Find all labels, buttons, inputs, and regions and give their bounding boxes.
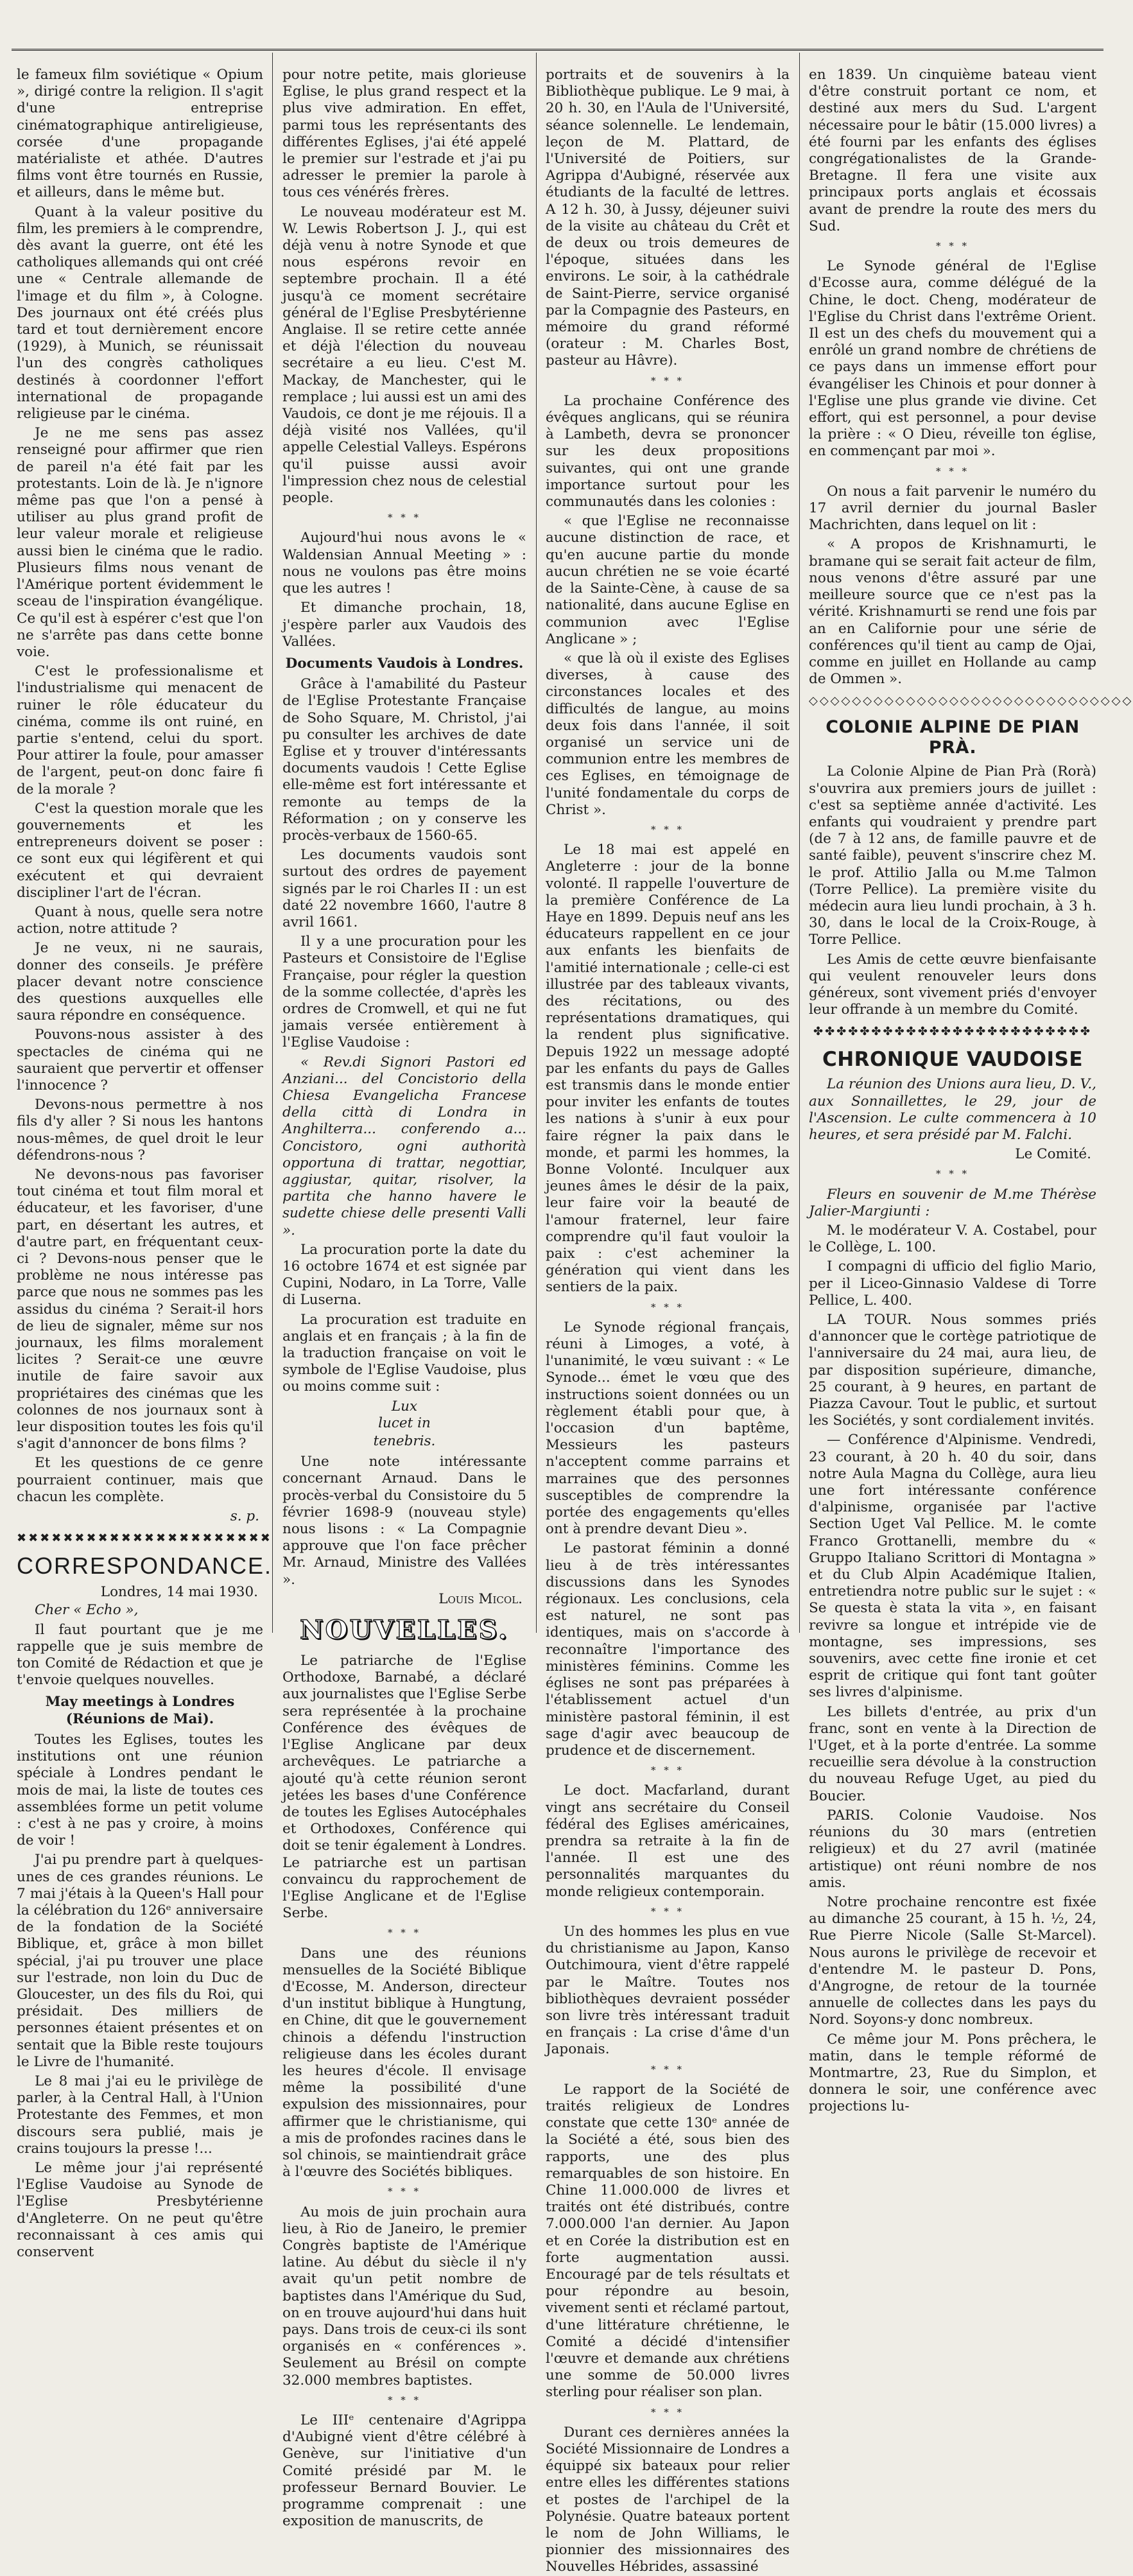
article-paragraph: Il faut pourtant que je me rappelle que je suis membre de ton Comité de Rédaction et que je t'envoie quelques nouvelles.: [17, 1621, 263, 1689]
article-paragraph: en 1839. Un cinquième bateau vient d'être construit portant ce nom, et destiné aux mers du Sud. L'argent nécessaire pour le bâtir (15.000 livres) a été fourni par les enfants des églises congrégationalistes de la Grande-Bretagne. Il fera une visite aux principaux ports anglais et écossais avant de prendre la route des mers du Sud.: [809, 67, 1096, 234]
separator-stars: * * *: [650, 374, 685, 387]
article-paragraph: Le 18 mai est appelé en Angleterre : jour de la bonne volonté. Il rappelle l'ouverture de la première Conférence de La Haye en 1899. Depuis neuf ans les éducateurs rappellent en ce jour aux enfants les bienfaits de l'amitié internationale ; celle-ci est illustrée par des tableaux vivants, des récitations, ou des représentations dramatiques, qui la rendent plus significative. Depuis 1922 un message adopté par les enfants du pays de Galles est transmis dans le monde entier pour inviter les enfants de toutes les nations à s'unir à eux pour faire régner la paix dans le monde, et parmi les hommes, la Bonne Volonté. Inculquer aux jeunes âmes le désir de la paix, leur faire voir la beauté de l'amour fraternel, leur faire comprendre qu'il faut vouloir la paix : c'est acheminer la génération qui vient dans les sentiers de la paix.: [546, 842, 790, 1296]
letter-date: Londres, 14 mai 1930.: [100, 1584, 258, 1601]
article-paragraph: Le 8 mai j'ai eu le privilège de parler, à la Central Hall, à l'Union Protestante des Femmes, et mon discours sera publié, mais je crains toujours la presse !...: [17, 2073, 263, 2157]
signature: Louis Micol.: [438, 1590, 523, 1607]
article-paragraph: Les billets d'entrée, au prix d'un franc, sont en vente à la Direction de l'Uget, et à la porte d'entrée. La somme recueillie sera dévolue à la construction du nouveau Refuge Uget, au pied du Boucier.: [809, 1703, 1096, 1804]
column-1: [17, 67, 273, 2260]
column-rule: [799, 53, 800, 1633]
signature: s. p.: [230, 1508, 259, 1525]
article-paragraph: J'ai pu prendre part à quelques-unes de ces grandes réunions. Le 7 mai j'étais à la Queen's Hall pour la célébration du 126ᵉ anniversaire de la fondation de la Société Biblique, et, grâce à mon billet spécial, j'ai pu trouver une place sur l'estrade, non loin du Duc de Gloucester, un des fils du Roi, qui présidait. Des milliers de personnes étaient présentes et on sentait que la Bible reste toujours le Livre de l'humanité.: [17, 1852, 263, 2070]
article-paragraph: Aujourd'hui nous avons le « Waldensian Annual Meeting » : nous ne voulons pas être moins que les autres !: [282, 530, 526, 597]
separator-stars: * * *: [935, 465, 970, 477]
column-2: [282, 67, 526, 2530]
subheading: Documents Vaudois à Londres.: [285, 655, 524, 672]
article-paragraph: Ce même jour M. Pons prêchera, le matin, dans le temple réformé de Montmartre, 23, Rue du Simplon, et donnera le soir, une conférence avec projections lu-: [809, 2031, 1096, 2115]
article-paragraph: Devons-nous permettre à nos fils d'y aller ? Si nous les hantons nous-mêmes, de quel droit le leur défendrons-nous ?: [17, 1097, 263, 1163]
motto-line: Lux: [391, 1398, 418, 1414]
article-paragraph: « que là où il existe des Eglises diverses, à cause des circonstances locales et des difficultés de langue, au moins deux fois dans l'année, il soit organisé un service uni de communion entre les membres de ces Eglises, en témoignage de l'unité fondamentale du corps de Christ ».: [546, 650, 790, 818]
article-paragraph: Le patriarche de l'Eglise Orthodoxe, Barnabé, a déclaré aux journalistes que l'Eglise Serbe sera représentée à la prochaine Conférence des évêques de l'Eglise Anglicane par deux archevêques. Le patriarche a ajouté qu'à cette réunion seront jetées les bases d'une Conférence de toutes les Eglises Autocéphales et Orthodoxes, Conférence qui doit se tenir également à Londres. Le patriarche est un partisan convaincu du rapprochement de l'Eglise Anglicane et de l'Eglise Serbe.: [282, 1653, 526, 1922]
motto-line: lucet in: [378, 1414, 431, 1431]
article-paragraph: Pouvons-nous assister à des spectacles de cinéma qui ne sauraient que pervertir et offenser l'innocence ?: [17, 1027, 263, 1093]
article-paragraph: portraits et de souvenirs à la Bibliothèque publique. Le 9 mai, à 20 h. 30, en l'Aula de l'Université, séance solennelle. Le lendemain, leçon de M. Plattard, de l'Université de Poitiers, sur Agrippa d'Aubigné, réservée aux étudiants de la faculté de lettres. A 12 h. 30, à Jussy, déjeuner suivi de la visite au château du Crêt et de deux ou trois demeures de l'époque, situées dans les environs. Le soir, à la cathédrale de Saint-Pierre, service organisé par la Compagnie des Pasteurs, en mémoire du grand réformé (orateur : M. Charles Bost, pasteur au Hâvre).: [546, 67, 790, 369]
separator-stars: * * *: [387, 2394, 422, 2406]
separator-stars: * * *: [650, 1301, 685, 1313]
article-paragraph: Grâce à l'amabilité du Pasteur de l'Eglise Protestante Française de Soho Square, M. Christol, j'ai pu consulter les archives de date Eglise et y trouver d'intéressants documents vaudois ! Cette Eglise elle-même est fort intéressante et remonte au temps de la Réformation ; on y conserve les procès-verbaux de 1560-65.: [282, 676, 526, 844]
signature: Le Comité.: [1015, 1146, 1091, 1163]
article-paragraph: Un des hommes les plus en vue du christianisme au Japon, Kanso Outchimoura, vient d'être rappelé par le Maître. Toutes nos bibliothèques devraient posséder son livre très intéressant traduit en français : La crise d'âme d'un Japonais.: [546, 1923, 790, 2058]
article-paragraph: Durant ces dernières années la Société Missionnaire de Londres a équippé six bateaux pour relier entre elles les différentes stations et postes de l'archipel de la Polynésie. Quatre bateaux portent le nom de John Williams, le pionnier des missionnaires des Nouvelles Hébrides, assassiné: [546, 2424, 790, 2575]
subheading: May meetings à Londres: [45, 1694, 235, 1710]
article-paragraph: Les documents vaudois sont surtout des ordres de payement signés par le roi Charles II : un est daté 22 novembre 1660, l'autre 8 avril 1661.: [282, 847, 526, 930]
article-paragraph: Fleurs en souvenir de M.me Thérèse Jalier-Margiunti :: [809, 1186, 1096, 1219]
article-paragraph: Le rapport de la Société de traités religieux de Londres constate que cette 130ᵉ année de la Société a été, sous bien des rapports, une des plus remarquables de son histoire. En Chine 11.000.000 de livres et traités ont été distribués, contre 7.000.000 l'an dernier. Au Japon et en Corée la distribution est en forte augmentation aussi. Encouragé par de tels résultats et pour répondre au besoin, vivement senti et réclamé partout, d'une littérature chrétienne, le Comité a décidé d'intensifier l'œuvre et demande aux chrétiens une somme de 50.000 livres sterling pour réaliser son plan.: [546, 2081, 790, 2401]
article-paragraph: « que l'Eglise ne reconnaisse aucune distinction de race, et qu'en aucune partie du monde aucun chrétien ne se voie écarté de la Sainte-Cène, à cause de sa nationalité, dans aucune Eglise en communion avec l'Eglise Anglicane » ;: [546, 513, 790, 647]
subheading: (Réunions de Mai).: [65, 1710, 214, 1727]
article-paragraph: pour notre petite, mais glorieuse Eglise, le plus grand respect et la plus vive admiration. En effet, parmi tous les représentants des différentes Eglises, j'ai été appelé le premier sur l'estrade et j'ai pu adresser le premier la parole à tous ces vénérés frères.: [282, 67, 526, 201]
article-paragraph: Notre prochaine rencontre est fixée au dimanche 25 courant, à 15 h. ½, 24, Rue Pierre Nicole (Salle St-Marcel). Nous aurons le privilège de recevoir et d'entendre M. le pasteur D. Pons, d'Angrogne, de retour de la tournée annuelle de collectes dans les pays du Nord. Soyons-y donc nombreux.: [809, 1893, 1096, 2028]
article-paragraph: Le pastorat féminin a donné lieu à de très intéressantes discussions dans les Synodes régionaux. Les conclusions, cela est naturel, ne sont pas identiques, mais on s'accorde à reconnaître l'importance des ministères féminins. Comme les églises ne sont pas préparées à l'établissement actuel d'un ministère pastoral féminin, il est sage d'agir avec beaucoup de prudence et de discernement.: [546, 1540, 790, 1759]
article-paragraph: Et les questions de ce genre pourraient continuer, mais que chacun les complète.: [17, 1455, 263, 1505]
article-paragraph: La Colonie Alpine de Pian Prà (Rorà) s'ouvrira aux premiers jours de juillet : c'est sa septième année d'activité. Les enfants qui voudraient y prendre part (de 7 à 12 ans, de famille pauvre et de santé faible), peuvent s'inscrire chez M. le prof. Attilio Jalla ou M.me Talmon (Torre Pellice). La première visite du médecin aura lieu lundi prochain, à 3 h. 30, dans le local de la Croix-Rouge, à Torre Pellice.: [809, 763, 1096, 948]
column-4: [809, 67, 1133, 2115]
article-paragraph: — Conférence d'Alpinisme. Vendredi, 23 courant, à 20 h. 40 du soir, dans notre Aula Magna du Collège, aura lieu une fort intéressante conférence d'alpinisme, organisée par l'active Section Uget Val Pellice. M. le comte Franco Grottanelli, membre du « Gruppo Italiano Scrittori di Montagna » et du Club Alpin Académique Italien, entretiendra notre public sur le sujet : « Se questa è stata la vita », en faisant revivre sa longue et intrépide vie de montagne, ses impressions, ses souvenirs, avec cette fine ironie et cet esprit de critique qui font tant goûter ses livres d'alpinisme.: [809, 1432, 1096, 1701]
article-paragraph: LA TOUR. Nous sommes priés d'annoncer que le cortège patriotique de l'anniversaire du 24 mai, aura lieu, de par disposition supérieure, dimanche, 25 courant, à 9 heures, en partant de Piazza Cavour. Tout le public, et surtout les Sociétés, y sont cordialement invités.: [809, 1312, 1096, 1429]
separator-stars: * * *: [935, 240, 970, 252]
motto-line: tenebris.: [373, 1433, 436, 1450]
article-paragraph: Je ne veux, ni ne saurais, donner des conseils. Je préfère placer devant notre conscience des questions auxquelles elle saura répondre en conséquence.: [17, 940, 263, 1024]
article-paragraph: Une note intéressante concernant Arnaud. Dans le procès-verbal du Consistoire du 5 février 1698-9 (nouveau style) nous lisons : « La Compagnie approuve que l'on face prêcher Mr. Arnaud, Ministre des Vallées ».: [282, 1454, 526, 1588]
article-paragraph: Le doct. Macfarland, durant vingt ans secrétaire du Conseil fédéral des Eglises américaines, prendra sa retraite à la fin de l'année. Il est une des personnalités marquantes du monde religieux contemporain.: [546, 1782, 790, 1900]
article-paragraph: Le IIIᵉ centenaire d'Agrippa d'Aubigné vient d'être célébré à Genève, sur l'initiative d'un Comité présidé par M. le professeur Bernard Bouvier. Le programme comprenait : une exposition de manuscrits, de: [282, 2412, 526, 2530]
column-3: [546, 67, 790, 2575]
section-title-colonie-alpine: COLONIE ALPINE DE PIAN PRÀ.: [826, 717, 1080, 758]
article-paragraph: Le nouveau modérateur est M. W. Lewis Robertson J. J., qui est déjà venu à notre Synode et que nous espérons revoir en septembre prochain. Il a été jusqu'à ce moment secrétaire général de l'Eglise Presbytérienne Anglaise. Il se retire cette année et déjà l'élection du nouveau secrétaire a eu lieu. C'est M. Mackay, de Manchester, qui le remplace ; lui aussi est un ami des Vaudois, ce dont je me réjouis. Il a déjà visité nos Vallées, qu'il appelle Celestial Valleys. Espérons qu'il puisse aussi avoir l'impression chez nous de celestial people.: [282, 204, 526, 507]
article-paragraph: Les Amis de cette œuvre bienfaisante qui veulent renouveler leurs dons généreux, sont vivement priés d'envoyer leur offrande à un membre du Comité.: [809, 951, 1096, 1018]
separator-stars: * * *: [935, 1168, 970, 1180]
article-paragraph: C'est la question morale que les gouvernements et les entrepreneurs doivent se poser : ce sont eux qui légifèrent et qui exécutent et qui devraient discipliner l'art de l'écran.: [17, 800, 263, 901]
separator-stars: * * *: [387, 1927, 422, 1939]
article-paragraph: « A propos de Krishnamurti, le bramane qui se serait fait acteur de film, nous venons d'être assuré par une meilleure source que ce n'est pas la vérité. Krishnamurti se rend une fois par an en Californie pour une série de conférences qu'il tient au camp de Ojai, comme en juillet en Hollande au camp de Ommen ».: [809, 536, 1096, 688]
ornament-divider: ◇◇◇◇◇◇◇◇◇◇◇◇◇◇◇◇◇◇◇◇◇◇◇◇◇◇◇◇◇◇: [809, 694, 1133, 708]
article-paragraph: Le même jour j'ai représenté l'Eglise Vaudoise au Synode de l'Eglise Presbytérienne d'Angleterre. On ne peut qu'être reconnaissant à ces amis qui conservent: [17, 2159, 263, 2260]
article-paragraph: Ne devons-nous pas favoriser tout cinéma et tout film moral et éducateur, et les favoriser, d'une part, en désertant les autres, et d'autre part, en fréquentant ceux-ci ? Devons-nous penser que le problème ne nous intéresse pas parce que nous ne sommes pas les assidus du cinéma ? Serait-il hors de lieu de signaler, même sur nos journaux, les films moralement licites ? Serait-ce une œuvre inutile de faire savoir aux propriétaires des cinémas que les colonnes de nos journaux sont à leur disposition toutes les fois qu'il s'agit d'annoncer de bons films ?: [17, 1167, 263, 1452]
section-title-nouvelles: NOUVELLES.: [300, 1615, 509, 1646]
article-paragraph: C'est le professionalisme et l'industrialisme qui menacent de ruiner le rôle éducateur du cinéma, comme ils ont ruiné, en partie s'entend, celui du sport. Pour attirer la foule, pour amasser de l'argent, peut-on donc faire fi de la morale ?: [17, 663, 263, 797]
article-paragraph: Je ne me sens pas assez renseigné pour affirmer que rien de pareil n'a été fait par les protestants. Loin de là. Je n'ignore même pas que l'on a pensé à utiliser au plus grand profit de leur valeur morale et religieuse aussi bien le cinéma que le radio. Plusieurs films nous venant de l'Amérique portent évidemment le sceau de l'inspiration évangélique. Ce qu'il est à espérer c'est que l'on ne s'arrête pas dans cette bonne voie.: [17, 425, 263, 660]
article-paragraph: Quant à nous, quelle sera notre action, notre attitude ?: [17, 903, 263, 937]
column-rule: [536, 53, 537, 1633]
article-paragraph: On nous a fait parvenir le numéro du 17 avril dernier du journal Basler Machrichten, dans lequel on lit :: [809, 483, 1096, 534]
article-paragraph: Le Synode régional français, réuni à Limoges, a voté, à l'unanimité, le vœu suivant : « Le Synode... émet le vœu que des instructions soient données ou un règlement établi pour que, à l'occasion d'un baptême, Messieurs les pasteurs n'acceptent comme parrains et marraines que des personnes susceptibles de comprendre la portée des engagements qu'elles ont à prendre devant Dieu ».: [546, 1319, 790, 1538]
article-paragraph: PARIS. Colonie Vaudoise. Nos réunions du 30 mars (entretien religieux) et du 27 avril (matinée artistique) ont réuni nombre de nos amis.: [809, 1807, 1096, 1891]
separator-stars: * * *: [650, 2406, 685, 2418]
article-paragraph: I compagni di ufficio del figlio Mario, per il Liceo-Ginnasio Valdese di Torre Pellice, L. 400.: [809, 1258, 1096, 1309]
article-paragraph: Quant à la valeur positive du film, les premiers à le comprendre, dès avant la guerre, ont été les catholiques allemands qui ont créé une « Centrale allemande de l'image et du film », à Cologne. Des journaux ont été créés plus tard et tout dernièrement encore (1929), à Munich, se réunissait l'un des congrès catholiques destinés à coordonner l'effort international de propagande religieuse par le cinéma.: [17, 204, 263, 422]
article-paragraph: M. le modérateur V. A. Costabel, pour le Collège, L. 100.: [809, 1222, 1096, 1256]
section-title-chronique-vaudoise: CHRONIQUE VAUDOISE: [822, 1048, 1084, 1072]
separator-stars: * * *: [650, 1764, 685, 1777]
latin-quote: « Rev.di Signori Pastori ed Anziani... del Concistorio della Chiesa Evangelicha Francese della città di Londra in Anghilterra... conferendo a... Concistoro, ogni authorità opportuna di trattar, negottiar, aggiustar, quitar, risolver, la partita che hanno havere le sudette chiese delle presenti Valli ».: [282, 1054, 526, 1239]
article-paragraph: Il y a une procuration pour les Pasteurs et Consistoire de l'Eglise Française, pour régler la question de la somme collectée, d'après les ordres de Cromwell, et qui ne fut jamais versée entièrement à l'Eglise Vaudoise :: [282, 934, 526, 1051]
separator-stars: * * *: [650, 2063, 685, 2075]
article-paragraph: La prochaine Conférence des évêques anglicans, qui se réunira à Lambeth, devra se prononcer sur les deux propositions suivantes, qui ont une grande importance surtout pour les communautés dans les colonies :: [546, 392, 790, 510]
article-paragraph: La procuration est traduite en anglais et en français ; à la fin de la traduction française on voit le symbole de l'Eglise Vaudoise, plus ou moins comme suit :: [282, 1311, 526, 1395]
top-rule: [12, 49, 1103, 51]
article-paragraph: Toutes les Eglises, toutes les institutions ont une réunion spéciale à Londres pendant le mois de mai, la liste de toutes ces assemblées forme un petit volume : c'est à ne pas y croire, à moins de voir !: [17, 1731, 263, 1849]
separator-stars: * * *: [387, 2186, 422, 2198]
article-paragraph: Et dimanche prochain, 18, j'espère parler aux Vaudois des Vallées.: [282, 600, 526, 650]
article-paragraph: Dans une des réunions mensuelles de la Société Biblique d'Ecosse, M. Anderson, directeur d'un institut biblique à Hungtung, en Chine, dit que le gouvernement chinois a défendu l'instruction religieuse dans les écoles durant les heures d'école. Il envisage même la possibilité d'une expulsion des missionnaires, pour affirmer que le christianisme, qui a mis de profondes racines dans le sol chinois, se maintiendrait grâce à l'œuvre des Sociétés bibliques.: [282, 1945, 526, 2180]
article-paragraph: La procuration porte la date du 16 octobre 1674 et est signée par Cupini, Nodaro, in La Torre, Valle di Luserna.: [282, 1241, 526, 1309]
article-paragraph: Le Synode général de l'Eglise d'Ecosse aura, comme délégué de la Chine, le doct. Cheng, modérateur de l'Eglise du Christ dans l'extrême Orient. Il est un des chefs du mouvement qui a enrôlé un grand nombre de chrétiens de ce pays dans un immense effort pour évangéliser les Chinois et pour donner à l'Eglise une plus grande vie divine. Cet effort, qui est personnel, a pour devise la prière : « O Dieu, réveille ton église, en commençant par moi ».: [809, 258, 1096, 460]
separator-stars: * * *: [650, 823, 685, 835]
section-title-correspondance: CORRESPONDANCE.: [17, 1553, 273, 1580]
letter-salutation: Cher « Echo »,: [35, 1602, 139, 1619]
article-paragraph: le fameux film soviétique « Opium », dirigé contre la religion. Il s'agit d'une entreprise cinématographique antireligieuse, corsée d'une propagande matérialiste et athée. D'autres films vont être tournés en Russie, et ailleurs, dans le même but.: [17, 67, 263, 201]
separator-stars: * * *: [387, 512, 422, 524]
article-paragraph: Au mois de juin prochain aura lieu, à Rio de Janeiro, le premier Congrès baptiste de l'Amérique latine. Au début du siècle il n'y avait qu'un petit nombre de baptistes dans l'Amérique du Sud, on en trouve aujourd'hui dans huit pays. Dans trois de ceux-ci ils sont organisés en « conférences ». Seulement au Brésil on compte 32.000 membres baptistes.: [282, 2204, 526, 2389]
separator-stars: * * *: [650, 1905, 685, 1917]
ornament-divider: ✤✤✤✤✤✤✤✤✤✤✤✤✤✤✤✤✤✤✤✤✤✤✤✤: [813, 1025, 1092, 1039]
ornament-divider: ✖✖✖✖✖✖✖✖✖✖✖✖✖✖✖✖✖✖✖✖✖✖: [17, 1531, 272, 1545]
column-rule: [272, 53, 273, 1633]
article-paragraph: La réunion des Unions aura lieu, D. V., aux Sonnaillettes, le 29, jour de l'Ascension. Le culte commencera à 10 heures, et sera présidé par M. Falchi.: [809, 1076, 1096, 1143]
